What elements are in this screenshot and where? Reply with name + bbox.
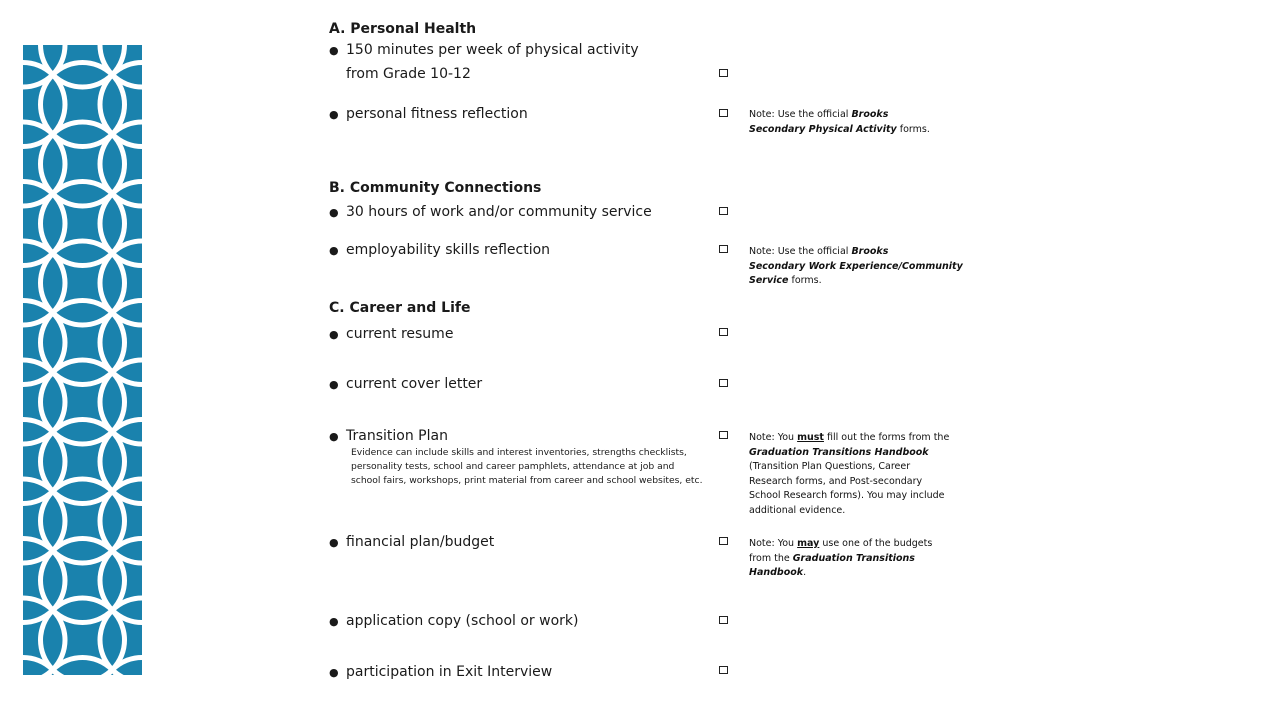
bullet: ● bbox=[329, 244, 339, 257]
section-heading-community-connections: B. Community Connections bbox=[329, 180, 542, 196]
bullet: ● bbox=[329, 666, 339, 679]
note-budget-options: Note: You may use one of the budgets from the Graduation Transitions Handbook. bbox=[749, 538, 933, 578]
note-physical-activity-forms: Note: Use the official Brooks Secondary Physical Activity forms. bbox=[749, 109, 930, 135]
transition-plan-detail: Evidence can include skills and interest inventories, strengths checklists, personality tests, school and career pamphlets, attendance at job and school fairs, workshops, print material from career and school websites, etc. bbox=[351, 447, 703, 486]
checkbox-cover-letter[interactable] bbox=[719, 379, 728, 387]
section-heading-career-and-life: C. Career and Life bbox=[329, 300, 471, 316]
checkbox-fitness-reflection[interactable] bbox=[719, 109, 728, 117]
checklist-item-exit-interview: participation in Exit Interview bbox=[346, 664, 553, 680]
bullet: ● bbox=[329, 615, 339, 628]
bullet: ● bbox=[329, 430, 339, 443]
checklist-item-fitness-reflection: personal fitness reflection bbox=[346, 106, 528, 122]
checklist-item-physical-activity: 150 minutes per week of physical activity bbox=[346, 42, 639, 58]
checkbox-transition-plan[interactable] bbox=[719, 431, 728, 439]
checkbox-physical-activity[interactable] bbox=[719, 69, 728, 77]
checkbox-employability-reflection[interactable] bbox=[719, 245, 728, 253]
bullet: ● bbox=[329, 536, 339, 549]
note-transition-handbook: Note: You must fill out the forms from the Graduation Transitions Handbook (Transition Plan Questions, Career Research forms, and Post-secondary School Research forms). You may include additional evidence. bbox=[749, 432, 950, 516]
checklist-item-cover-letter: current cover letter bbox=[346, 376, 483, 392]
section-heading-personal-health: A. Personal Health bbox=[329, 21, 477, 37]
note-work-experience-forms: Note: Use the official Brooks Secondary Work Experience/Community Service forms. bbox=[749, 246, 963, 286]
checkbox-exit-interview[interactable] bbox=[719, 666, 728, 674]
bullet: ● bbox=[329, 44, 339, 57]
checklist-item-community-service: 30 hours of work and/or community service bbox=[346, 204, 652, 220]
checkbox-community-service[interactable] bbox=[719, 207, 728, 215]
checkbox-financial-plan[interactable] bbox=[719, 537, 728, 545]
checklist-item-resume: current resume bbox=[346, 326, 454, 342]
checklist-item-financial-plan: financial plan/budget bbox=[346, 534, 495, 550]
circle-pattern-icon bbox=[23, 45, 142, 675]
checklist-item-physical-activity-cont: from Grade 10-12 bbox=[346, 66, 471, 82]
checklist-item-transition-plan: Transition Plan bbox=[346, 428, 448, 444]
bullet: ● bbox=[329, 328, 339, 341]
bullet: ● bbox=[329, 206, 339, 219]
checkbox-resume[interactable] bbox=[719, 328, 728, 336]
bullet: ● bbox=[329, 108, 339, 121]
checkbox-application-copy[interactable] bbox=[719, 616, 728, 624]
bullet: ● bbox=[329, 378, 339, 391]
decorative-banner bbox=[23, 45, 142, 675]
checklist-item-employability-reflection: employability skills reflection bbox=[346, 242, 551, 258]
checklist-item-application-copy: application copy (school or work) bbox=[346, 613, 579, 629]
